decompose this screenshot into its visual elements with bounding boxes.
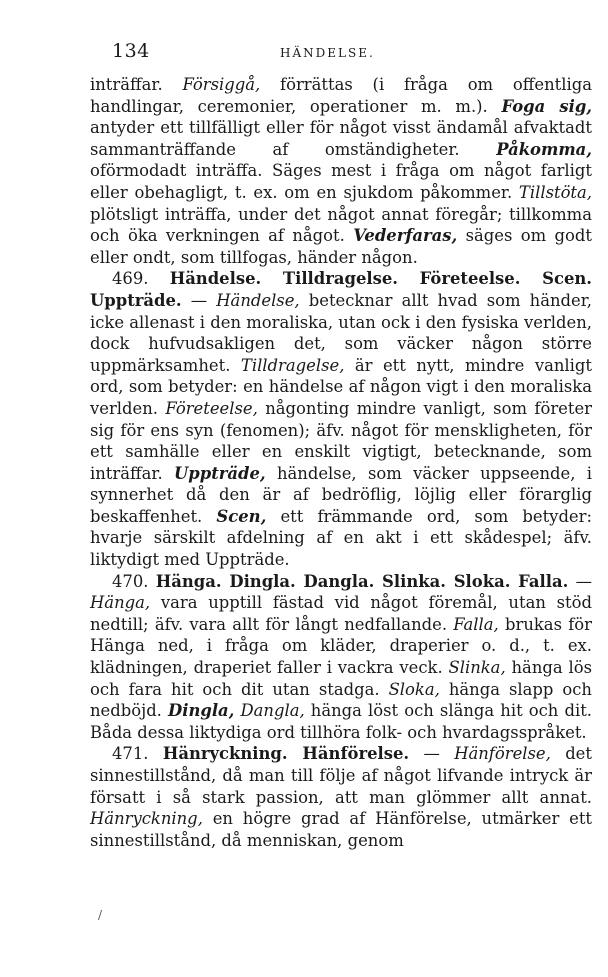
text-run: en högre grad af Hänförelse, utmärker ett sinnestillstånd, då menniskan, genom: [90, 809, 592, 850]
paragraph-p470: [90, 571, 592, 744]
text-run: brukas för Hänga ned, i fråga om kläder, draperier o. d., t. ex. klädningen, draperiet faller i vackra veck.: [90, 614, 592, 678]
text-run: hänga slapp och nedböjd.: [90, 679, 592, 721]
text-run: någonting mindre vanligt, som företer sig för ens syn (fenomen); äfv. något för menskligheten, för ett samhälle eller en enskilt vigtigt, betecknande, som inträffar.: [90, 398, 592, 483]
term-run: Sloka,: [388, 679, 440, 699]
text-run: —: [409, 744, 455, 764]
term-run: Slinka,: [448, 658, 506, 678]
text-run: plötsligt inträffa, under det något annat föregår; tillkomma och öka verkningen af något.: [90, 204, 592, 246]
page-header: [90, 40, 592, 66]
paragraph-p471: [90, 743, 592, 851]
text-run: —: [181, 290, 217, 310]
body-text: [90, 74, 592, 851]
term-run: Tillstöta,: [518, 182, 592, 202]
page-number: 134: [112, 40, 150, 62]
text-run: 469.: [112, 269, 170, 289]
paragraph-p469: [90, 268, 592, 570]
term-run: Försiggå,: [182, 75, 261, 94]
text-run: hänga lös och fara hit och dit utan stadga.: [90, 658, 592, 699]
stray-mark: /: [98, 908, 103, 922]
term-run: Hänga. Dingla. Dangla. Slinka. Sloka. Falla.: [155, 571, 569, 591]
term-run: Uppträde,: [174, 463, 266, 483]
term-run: Påkomma,: [496, 139, 592, 159]
term-run: Foga sig,: [501, 96, 592, 116]
text-run: inträffar.: [90, 75, 183, 94]
text-run: —: [568, 571, 592, 591]
text-run: oförmodadt inträffa. Säges mest i fråga om något farligt eller obehagligt, t. ex. om en sjukdom påkommer.: [90, 161, 592, 202]
text-run: är ett nytt, mindre vanligt ord, som betyder: en händelse af någon vigt i den moraliska verlden.: [90, 355, 592, 418]
text-run: det sinnestillstånd, då man till följe af något lifvande intryck är försatt i så stark passion, att man glömmer allt annat.: [90, 744, 592, 807]
term-run: Hänförelse,: [454, 744, 551, 764]
text-run: 471.: [112, 744, 163, 764]
book-page: [90, 40, 592, 851]
term-run: Dangla,: [240, 701, 305, 721]
text-run: betecknar allt hvad som händer, icke allenast i den moraliska, utan ock i den fysiska verlden, dock hufvudsakligen det, som väcker någon större uppmärksamhet.: [90, 290, 592, 375]
term-run: Scen,: [216, 506, 267, 526]
text-run: händelse, som väcker uppseende, i synnerhet då den är af bedröflig, löjlig eller förarglig beskaffenhet.: [90, 463, 592, 526]
text-run: vara upptill fästad vid något föremål, utan stöd nedtill; äfv. vara allt för långt nedfallande.: [90, 593, 592, 634]
term-run: Hänga,: [90, 593, 151, 613]
term-run: Företeelse,: [165, 398, 258, 418]
text-run: hänga löst och slänga hit och dit. Båda dessa liktydiga ord tillhöra folk- och hvardagsspråket.: [90, 701, 592, 742]
term-run: Dingla,: [168, 701, 235, 721]
term-run: Tilldragelse,: [240, 355, 345, 375]
term-run: Hänryckning. Hänförelse.: [162, 744, 410, 764]
text-run: ett främmande ord, som betyder: hvarje särskilt afdelning af en akt i ett skådespel; äfv. liktydigt med Uppträde.: [90, 506, 592, 570]
text-run: antyder ett tillfälligt eller för något visst ändamål afvaktadt sammanträffande af omständigheter.: [90, 118, 592, 159]
text-run: förrättas (i fråga om offentliga handlingar, ceremonier, operationer m. m.).: [90, 75, 592, 116]
term-run: Händelse,: [216, 290, 300, 310]
text-run: säges om godt eller ondt, som tillfogas, händer någon.: [90, 226, 592, 267]
term-run: Hänryckning,: [90, 809, 203, 829]
text-run: 470.: [112, 571, 156, 591]
paragraph-p468_cont: [90, 74, 592, 268]
term-run: Vederfaras,: [353, 226, 458, 246]
term-run: Falla,: [453, 614, 499, 634]
running-head: HÄNDELSE.: [280, 46, 375, 60]
term-run: Händelse. Tilldragelse. Företeelse. Scen. Uppträde.: [90, 269, 592, 310]
